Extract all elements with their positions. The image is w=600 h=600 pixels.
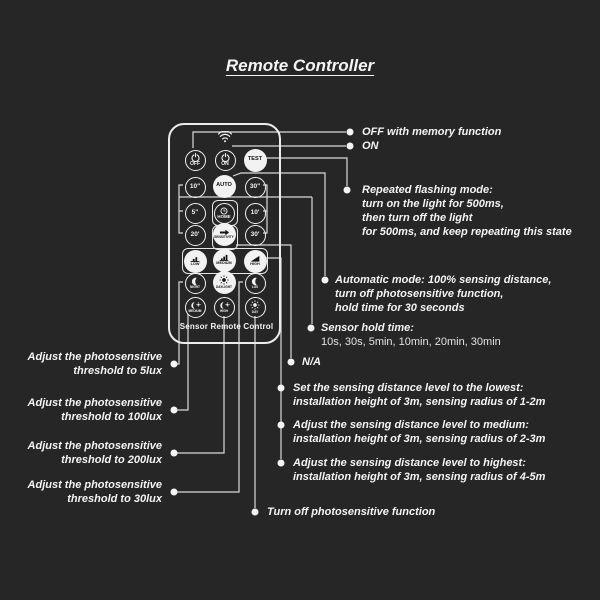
daylight-button-label: DAYLIGHT [216,284,232,289]
auto-button-label: AUTO [216,182,232,189]
bullet-dot [347,129,354,136]
distance-low-label: LOW [190,261,200,266]
annotation-distance-highest: Adjust the sensing distance level to highest: installation height of 3m, sensing radius of 4-5m [293,457,546,483]
distance-medium-label: MEDIUM [216,260,232,265]
timer-20min-button[interactable] [185,225,206,246]
day-button-label: DAY [251,309,259,314]
night-button-label: NIGHT [190,285,200,290]
annotation-na: N/A [302,356,321,368]
annotation-distance-medium: Adjust the sensing distance level to medium: installation height of 3m, sensing radius of 2-3m [293,419,546,445]
auto-button[interactable] [213,175,236,198]
wifi-signal-icon [217,131,233,143]
annotation-on: ON [362,140,379,152]
distance-high-label: HIGH [250,261,260,266]
bullet-dot [308,325,315,332]
timer-30min-button[interactable] [245,225,266,246]
high-lux-label: HIGH [220,309,228,314]
annotation-threshold-30lux: Adjust the photosensitive threshold to 30lux [27,479,162,505]
timer-10min-label: 10' [250,208,260,216]
test-button-label: TEST [247,156,263,163]
bullet-dot [278,460,285,467]
test-button[interactable] [244,149,267,172]
medium-lux-button[interactable] [185,297,206,318]
timer-10s-button[interactable] [185,177,206,198]
page-title: Remote Controller [225,56,375,75]
lux-button[interactable] [245,273,266,294]
home-button-label: HOME [217,214,231,220]
bullet-dot [347,143,354,150]
bullet-dot [288,359,295,366]
sun-icon [250,300,260,310]
annotation-off: OFF with memory function [362,126,502,138]
timer-10min-button[interactable] [245,203,266,224]
on-button[interactable] [215,150,236,171]
remote-controller [168,123,281,344]
medium-lux-label: MEDIUM [188,309,202,314]
distance-medium-button[interactable] [213,249,236,272]
daylight-button[interactable] [213,271,236,294]
timer-30min-label: 30' [250,230,260,238]
off-button[interactable] [185,150,206,171]
bullet-dot [171,489,178,496]
timer-5s-button[interactable] [185,203,206,224]
annotation-threshold-100lux: Adjust the photosensitive threshold to 100lux [27,397,162,423]
remote-footer-label: Sensor Remote Control [179,322,274,331]
sensitivity-button-label: SENSITIVITY [214,235,234,240]
timer-30s-label: 30" [249,182,261,190]
annotation-photosensitive-off: Turn off photosensitive function [267,506,436,518]
sensitivity-button[interactable] [213,223,236,246]
annotation-auto: Automatic mode: 100% sensing distance, turn off photosensitive function, hold time for 30 seconds [335,274,552,314]
annotation-threshold-5lux: Adjust the photosensitive threshold to 5lux [27,351,162,377]
annotation-distance-lowest: Set the sensing distance level to the lowest: installation height of 3m, sensing radius of 1-2m [293,382,546,408]
day-button[interactable] [245,297,266,318]
distance-low-button[interactable] [184,250,207,273]
timer-5s-label: 5" [191,208,199,216]
annotation-threshold-200lux: Adjust the photosensitive threshold to 200lux [27,440,162,466]
timer-20min-label: 20' [190,230,200,238]
lux-button-label: LUX [251,285,259,290]
bullet-dot [278,422,285,429]
distance-high-button[interactable] [244,250,267,273]
bullet-dot [171,361,178,368]
sun-icon [219,275,229,285]
annotation-hold-time: Sensor hold time: 10s, 30s, 5min, 10min, 20min, 30min [321,322,501,348]
high-lux-button[interactable] [214,297,235,318]
off-button-label: OFF [190,161,200,168]
timer-30s-button[interactable] [245,177,266,198]
home-button[interactable] [214,203,235,224]
on-button-label: ON [221,161,229,168]
bullet-dot [278,385,285,392]
night-button[interactable] [185,273,206,294]
bullet-dot [344,187,351,194]
bullet-dot [322,277,329,284]
bullet-dot [171,450,178,457]
bullet-dot [252,509,259,516]
bullet-dot [171,407,178,414]
timer-10s-label: 10" [189,182,201,190]
annotation-test: Repeated flashing mode: turn on the light for 500ms, then turn off the light for 500ms, and keep repeating this state [362,184,572,238]
